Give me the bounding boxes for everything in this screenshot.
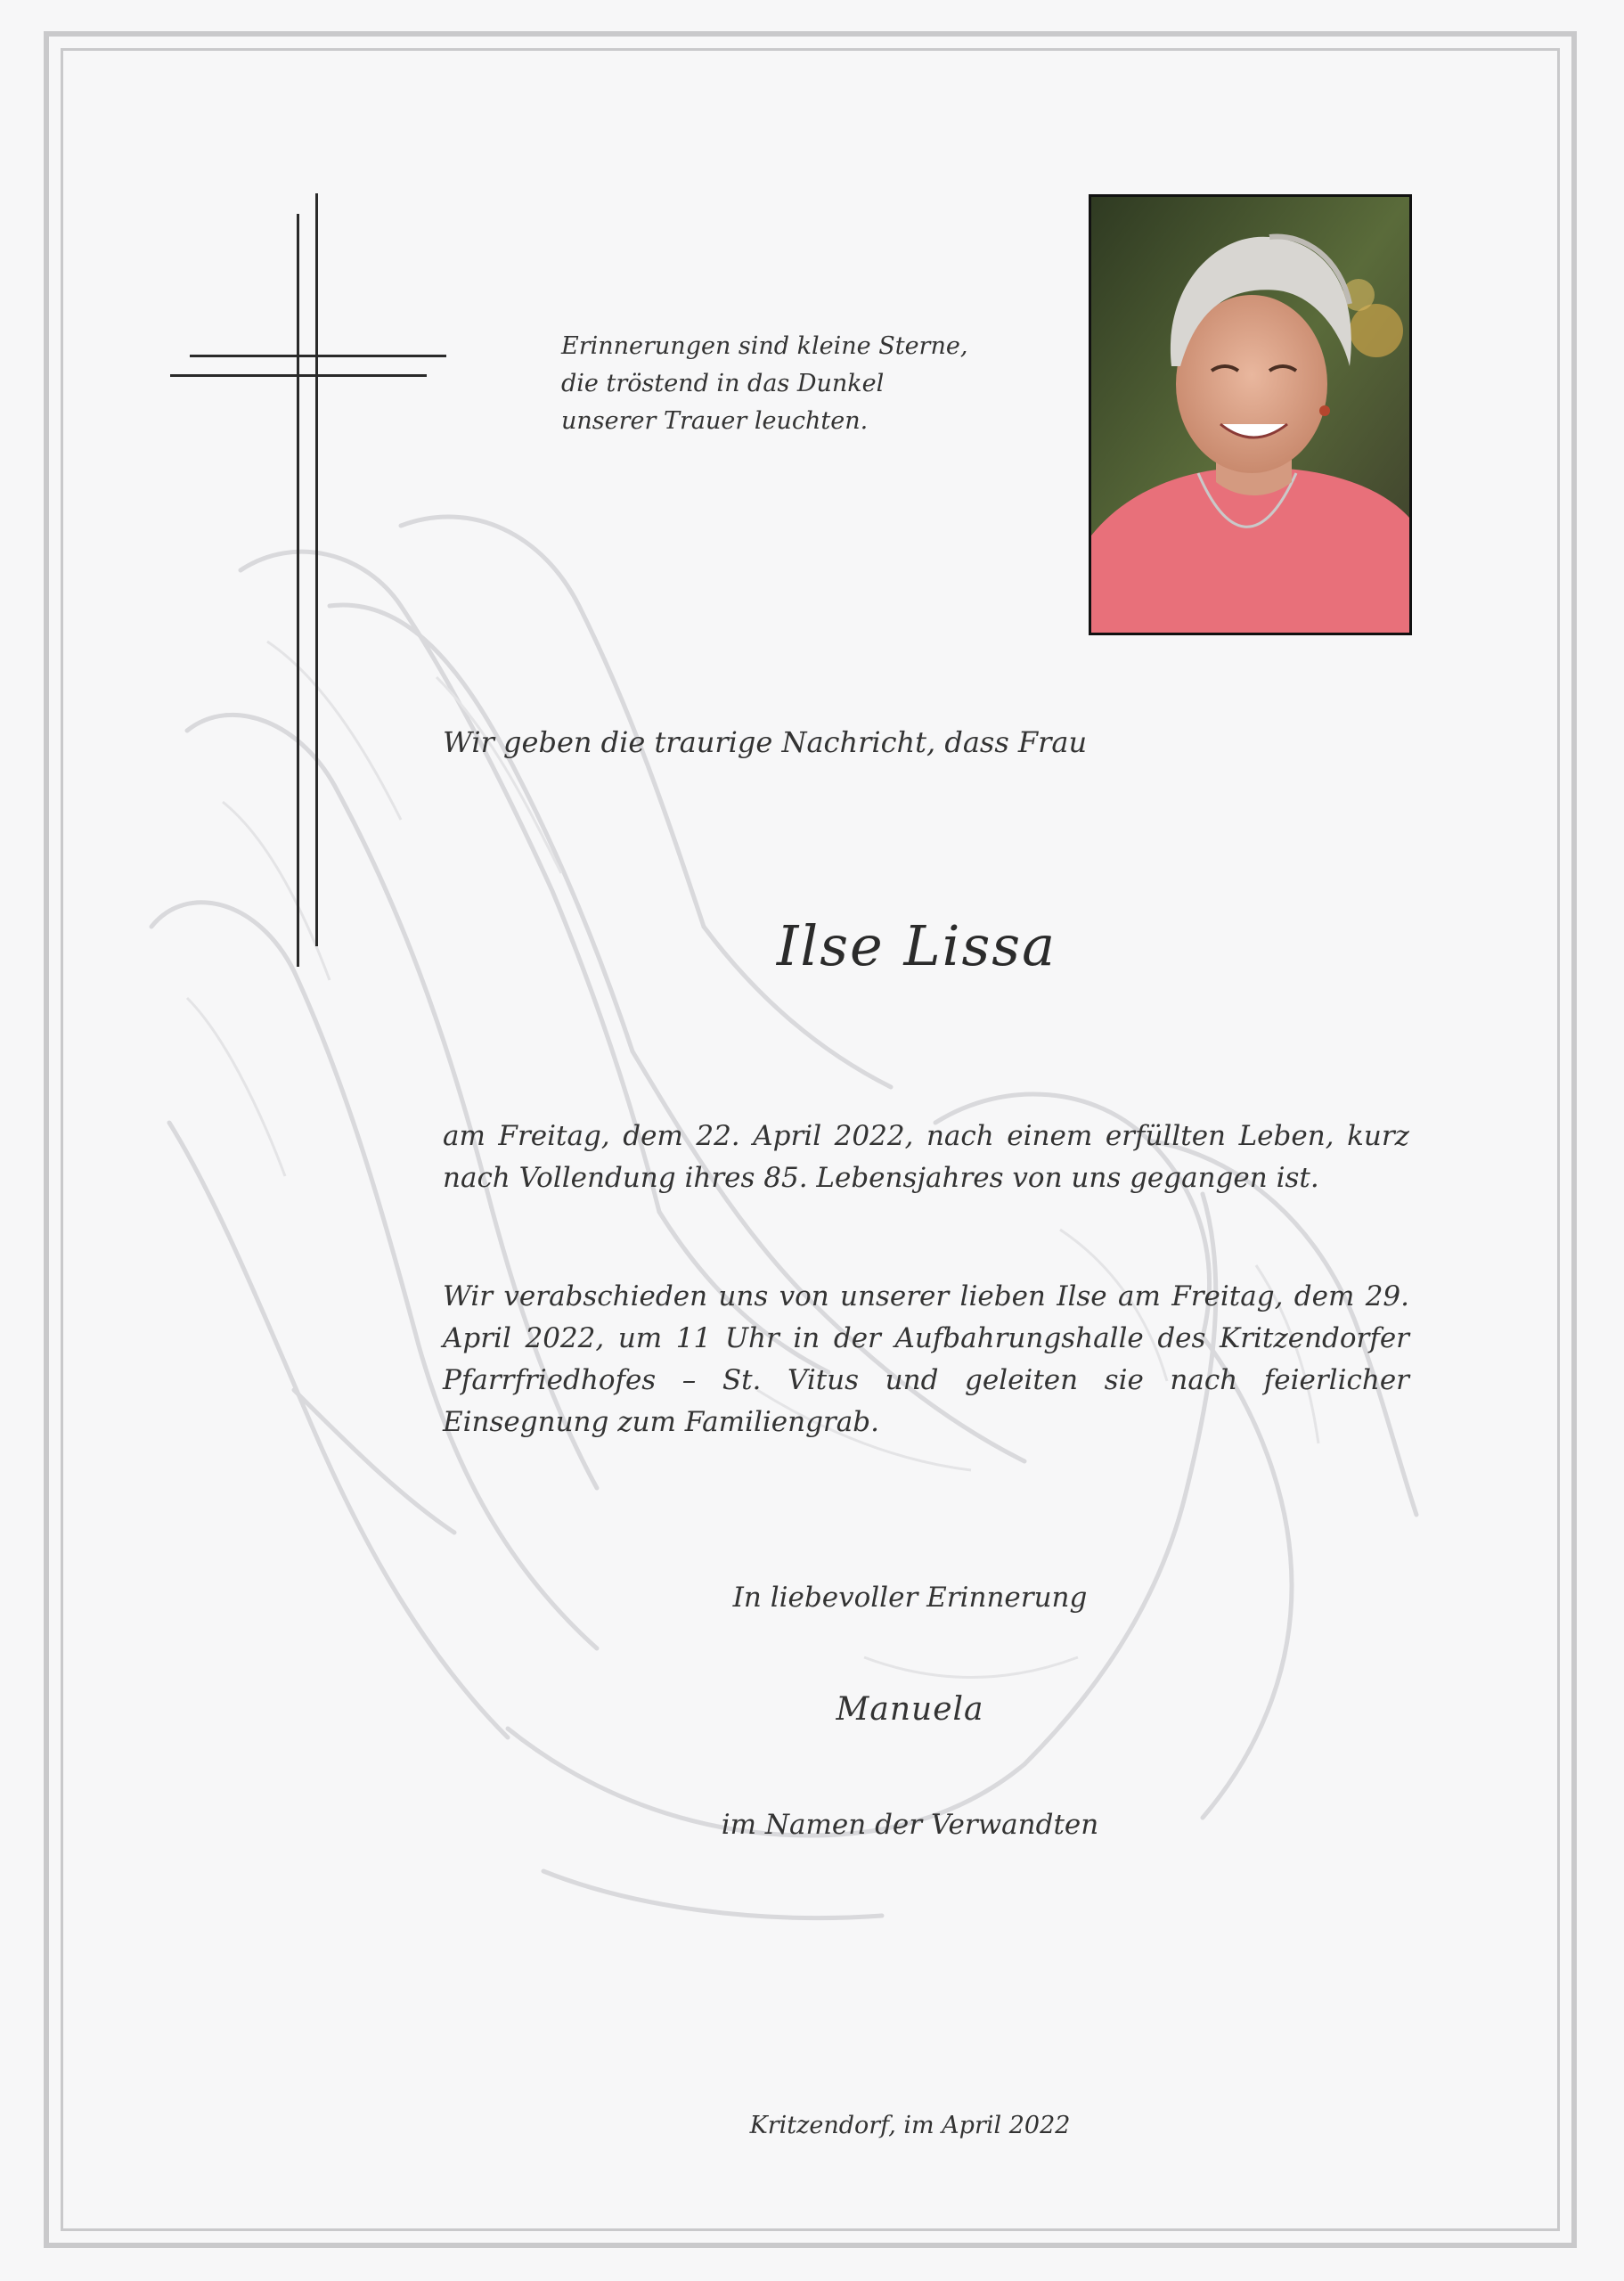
signer-name: Manuela — [836, 1691, 984, 1728]
announcement-intro: Wir geben die traurige Nachricht, dass Frau — [443, 725, 1088, 759]
portrait-photo — [1089, 194, 1412, 635]
cross-horizontal-bar-2 — [170, 374, 427, 377]
memorial-quote — [561, 328, 1024, 440]
death-notice-paragraph: am Freitag, dem 22. April 2022, nach einem erfüllten Leben, kurz nach Vollendung ihres 85. Lebensjahres von uns gegangen ist. — [443, 1120, 1409, 1194]
cross-horizontal-bar-1 — [190, 355, 446, 357]
quote-line: Erinnerungen sind kleine Sterne, — [561, 332, 968, 360]
place-date: Kritzendorf, im April 2022 — [749, 2112, 1071, 2139]
cross-vertical-bar-2 — [315, 193, 318, 946]
funeral-details-paragraph: Wir verabschieden uns von unserer lieben Ilse am Freitag, dem 29. April 2022, um 11 Uhr in der Aufbahrungshalle des Kritzendorfer Pfarrfriedhofes – St. Vitus und geleiten sie nach feierlicher Einsegnung zum Familiengrab. — [443, 1280, 1409, 1438]
memory-line: In liebevoller Erinnerung — [732, 1582, 1088, 1614]
quote-line: unserer Trauer leuchten. — [561, 407, 869, 435]
deceased-name: Ilse Lissa — [776, 913, 1057, 978]
quote-line: die tröstend in das Dunkel — [561, 370, 885, 397]
cross-vertical-bar-1 — [297, 214, 299, 967]
family-line: im Namen der Verwandten — [721, 1809, 1099, 1841]
